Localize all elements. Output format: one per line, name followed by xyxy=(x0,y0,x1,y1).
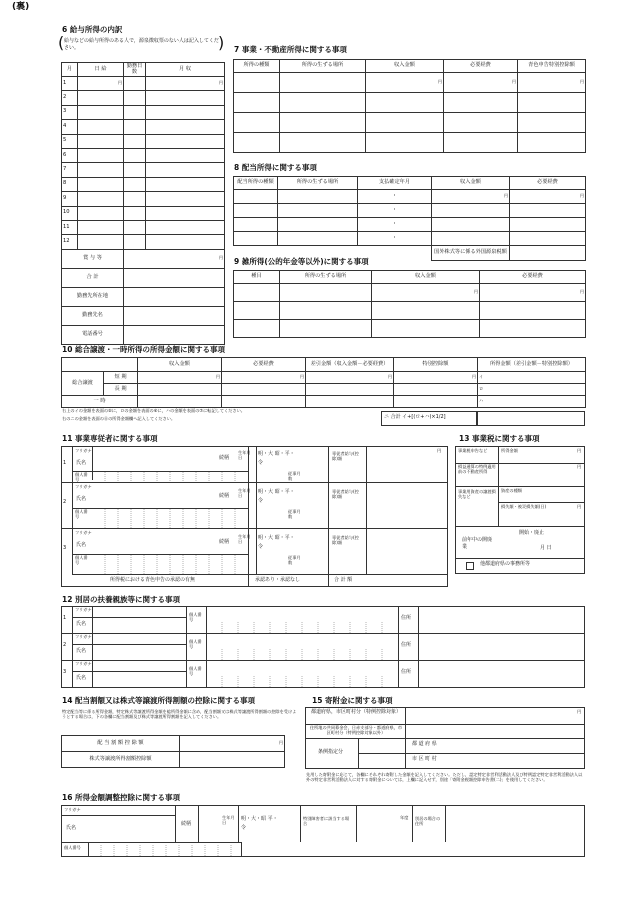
s8-title: 8 配当所得に関する事項 xyxy=(234,163,317,172)
s12-row-num: 1 xyxy=(63,615,67,621)
s9-title: 9 雑所得(公的年金等以外)に関する事項 xyxy=(234,257,369,266)
s11-relation: 続柄 xyxy=(219,455,230,461)
s15-city: 市 区 町 村 xyxy=(412,756,437,762)
s15-row1: 都道府県，市区町村分（特例控除対象） xyxy=(310,709,401,715)
s11-months: 従事月数 xyxy=(288,509,301,519)
s10-col: 特別控除額 xyxy=(394,358,478,372)
s15-row2: 住所地の共同募金会，日赤支部分・都道府県，市区町村分（特例控除対象以外） xyxy=(309,725,403,735)
s11-wage: 専従者給与(控除)額 xyxy=(332,489,359,499)
s12-furigana: フリガナ xyxy=(75,661,92,666)
s10-col: 所得金額（差引金額－特別控除額） xyxy=(478,358,586,372)
yen-unit: 円 xyxy=(577,448,582,453)
s12-furigana: フリガナ xyxy=(75,607,92,612)
s11-relation: 続柄 xyxy=(219,493,230,499)
s6-month: 1 xyxy=(62,77,78,91)
s12-furigana: フリガナ xyxy=(75,634,92,639)
s7-col: 所得の種類 xyxy=(234,60,280,73)
s11-eras: 明・大 昭・平・令 xyxy=(258,451,295,466)
s11-furigana: フリガナ xyxy=(75,448,92,453)
s9-col: 必要経費 xyxy=(480,271,586,284)
s16-mynumber: 個人番号 xyxy=(64,845,81,850)
s11-furigana: フリガナ xyxy=(75,530,92,535)
s11-name: 氏名 xyxy=(76,496,87,502)
yen-unit: 円 xyxy=(512,79,516,85)
s15-note: 先用した寄附金に応じて，各欄にそれぞれ寄附した金額を記入してください。ただし，認定特定非営利活動法人及び特例認定特定非営利活動法人以外の特定非営利活動法人に対する寄附金については，上欄に記入せず，別途「寄附金税額控除申告書(二)」を使用してください。 xyxy=(306,772,583,783)
s6-month: 12 xyxy=(62,235,78,249)
s11-approval-opts[interactable]: 承認あり・承認なし xyxy=(255,577,301,583)
s14-row2-label: 株式等譲渡所得割額控除額 xyxy=(62,752,180,768)
s12-name: 氏名 xyxy=(76,675,87,681)
s11-wage: 専従者給与(控除)額 xyxy=(332,451,359,461)
s8-cell[interactable]: ・ xyxy=(358,218,432,232)
mark-ro: ロ xyxy=(479,385,484,391)
s7-col: 必要経費 xyxy=(444,60,518,73)
s6-employer-address-label: 勤務先所在地 xyxy=(62,287,124,306)
yen-unit: 円 xyxy=(577,709,582,714)
s12-mynumber: 個人番号 xyxy=(189,612,202,622)
s16-relation: 続柄 xyxy=(181,821,192,827)
s6-col-days: 勤務日数 xyxy=(124,63,146,77)
yen-unit: 円 xyxy=(577,504,582,509)
s10-row-group: 総合譲渡 xyxy=(62,372,104,396)
s7-col: 収入金額 xyxy=(366,60,444,73)
s10-col: 収入金額 xyxy=(138,358,222,372)
yen-unit: 円 xyxy=(300,374,304,380)
yen-unit: 円 xyxy=(279,740,283,746)
s11-title: 11 事業専従者に関する事項 xyxy=(62,434,158,443)
s13-other-pref: 他都道府県の事務所等 xyxy=(480,561,531,567)
s6-month: 3 xyxy=(62,105,78,119)
yen-unit: 円 xyxy=(580,193,584,199)
s6-month: 2 xyxy=(62,91,78,105)
s11-approval: 所得税における青色申告の承認の有無 xyxy=(110,577,196,583)
s11-relation: 続柄 xyxy=(219,539,230,545)
s10-note1: 右上のイの金額を表面の⑤に，ロの金額を表面の⑥に，ハの金額を表面の⑦に転記してください。 xyxy=(62,408,245,413)
s6-title: 6 給与所得の内訳 xyxy=(62,25,123,34)
s6-month: 10 xyxy=(62,206,78,220)
s13-start-stop[interactable]: 開始・廃止 xyxy=(519,530,545,536)
s8-cell[interactable]: ・ xyxy=(358,190,432,204)
s12-row-num: 3 xyxy=(63,669,67,675)
s13-row3a: 資産の種類 xyxy=(501,488,522,493)
s8-col: 配当所得の種類 xyxy=(234,177,278,190)
s10-long: 長 期 xyxy=(104,384,138,396)
s7-col: 所得の生ずる場所 xyxy=(280,60,366,73)
s16-title: 16 所得金額調整控除に関する事項 xyxy=(62,793,181,802)
s10-col: 必要経費 xyxy=(222,358,306,372)
s6-month: 7 xyxy=(62,163,78,177)
s11-birth: 生年月日 xyxy=(238,488,251,498)
page-side-label: (裏) xyxy=(12,2,30,12)
s8-col: 収入金額 xyxy=(432,177,510,190)
s14-row1-label: 配 当 割 額 控 除 額 xyxy=(62,736,180,752)
s8-cell[interactable]: ・ xyxy=(358,204,432,218)
yen-unit: 円 xyxy=(437,448,442,453)
s6-month: 5 xyxy=(62,134,78,148)
s12-mynumber: 個人番号 xyxy=(189,666,202,676)
s11-row-num: 3 xyxy=(63,545,67,551)
s13-row1: 事業税申告など xyxy=(458,448,488,453)
s11-mynumber: 個人番号 xyxy=(75,555,88,565)
s6-month: 4 xyxy=(62,120,78,134)
s13-row3b: 損失額・被災損失額(日) xyxy=(501,504,547,509)
s12-title: 12 別居の扶養親族等に関する事項 xyxy=(62,595,181,604)
s7-col: 青色申告特別控除額 xyxy=(518,60,586,73)
s11-name: 氏名 xyxy=(76,460,87,466)
yen-unit: 円 xyxy=(472,374,476,380)
s6-total-label: 合 計 xyxy=(62,268,124,287)
s11-mynumber: 個人番号 xyxy=(75,472,88,482)
yen-unit: 円 xyxy=(580,79,584,85)
s9-col: 収入金額 xyxy=(372,271,480,284)
s6-month: 9 xyxy=(62,192,78,206)
s15-title: 15 寄附金に関する事項 xyxy=(312,696,393,705)
mark-ha: ハ xyxy=(479,397,484,403)
s6-note-close-paren: ) xyxy=(218,33,225,52)
s16-disabled: 特別障害者に該当する場合 xyxy=(303,816,350,826)
s12-name: 氏名 xyxy=(76,621,87,627)
s16-name: 氏名 xyxy=(66,825,77,831)
s13-row1b: 所得金額 xyxy=(501,448,518,453)
s6-note: 給与などの給与所得のある人で，源泉徴収票のない人は記入してください。 xyxy=(64,38,219,51)
s15-pref: 都 道 府 県 xyxy=(412,741,437,747)
yen-unit: 円 xyxy=(438,79,442,85)
s11-name: 氏名 xyxy=(76,542,87,548)
s13-title: 13 事業税に関する事項 xyxy=(459,434,540,443)
s14-title: 14 配当割額又は株式等譲渡所得割額の控除に関する事項 xyxy=(62,696,256,705)
yen-unit: 円 xyxy=(504,193,508,199)
s6-col-daily-wage: 日 給 xyxy=(78,63,124,77)
s8-col: 必要経費 xyxy=(510,177,586,190)
s6-month: 8 xyxy=(62,177,78,191)
yen-unit: 円 xyxy=(577,464,582,469)
s16-eras: 明・大・昭 平・令 xyxy=(241,816,278,831)
s10-title: 10 総合譲渡・一時所得の所得金額に関する事項 xyxy=(62,345,226,354)
s11-wage: 専従者給与(控除)額 xyxy=(332,535,359,545)
s6-col-month: 月 xyxy=(62,63,78,77)
s11-total: 合 計 額 xyxy=(334,577,353,583)
s6-phone-label: 電話番号 xyxy=(62,325,124,344)
s9-col: 所得の生ずる場所 xyxy=(280,271,372,284)
s12-address: 住所 xyxy=(401,642,412,648)
s6-month: 6 xyxy=(62,148,78,162)
s10-note2: 右のニの金額を表面の⑪の所得金額欄へ記入してください。 xyxy=(62,416,176,421)
s10-temp: 一 時 xyxy=(62,396,138,408)
s12-row-num: 2 xyxy=(63,642,67,648)
s11-months: 従事月数 xyxy=(288,555,301,565)
mark-i: イ xyxy=(479,373,484,379)
s7-title: 7 事業・不動産所得に関する事項 xyxy=(234,45,347,54)
s13-row3: 事業用資産の譲渡損失など xyxy=(458,489,496,499)
s12-name: 氏名 xyxy=(76,648,87,654)
s11-eras: 明・大 昭・平・令 xyxy=(258,535,295,550)
s11-months: 従事月数 xyxy=(288,471,301,481)
s8-cell[interactable]: ・ xyxy=(358,232,432,246)
s10-total-label: ニ 合計 イ+[(ロ+ハ)×1/2] xyxy=(384,414,446,420)
s16-separate: 別居の場合の住所 xyxy=(415,816,441,826)
s11-eras: 明・大 昭・平・令 xyxy=(258,489,295,504)
s12-address: 住所 xyxy=(401,615,412,621)
s11-row-num: 1 xyxy=(63,460,67,466)
s9-col: 種目 xyxy=(234,271,280,284)
yen-unit: 円 xyxy=(219,80,223,86)
s13-row2: 損益通算の特例適用前の不動産所得 xyxy=(458,464,496,474)
s11-mynumber: 個人番号 xyxy=(75,509,88,519)
s6-note-open-paren: ( xyxy=(58,33,65,52)
yen-unit: 円 xyxy=(388,374,392,380)
s14-note: 特定配当等に係る所得金額，特定株式等譲渡所得金額を総所得金額に含め，配当割額又は株式等譲渡所得割額の控除を受けようとする場合は，下の各欄に配当割額及び株式等譲渡所得割額を記入してください。 xyxy=(62,709,297,720)
yen-unit: 円 xyxy=(580,289,584,295)
s12-mynumber: 個人番号 xyxy=(189,639,202,649)
s12-address: 住所 xyxy=(401,669,412,675)
s11-birth: 生年月日 xyxy=(238,450,251,460)
s13-midyear: 前年中の開廃業 xyxy=(462,537,493,550)
s6-employer-name-label: 勤務先名 xyxy=(62,306,124,325)
s11-birth: 生年月日 xyxy=(238,534,251,544)
yen-unit: 円 xyxy=(219,255,223,261)
s8-col: 支払確定年月 xyxy=(358,177,432,190)
s6-month: 11 xyxy=(62,220,78,234)
s16-birth: 生年月日 xyxy=(222,815,235,825)
yen-unit: 円 xyxy=(216,374,220,380)
s13-date: 月 日 xyxy=(540,545,552,551)
yen-unit: 円 xyxy=(118,80,122,86)
s10-col: 差引金額（収入金額－必要経費） xyxy=(306,358,394,372)
s8-foreign-label: 国外株式等に係る外国源泉税額 xyxy=(432,246,510,261)
s16-furigana: フリガナ xyxy=(64,807,81,812)
s11-furigana: フリガナ xyxy=(75,484,92,489)
yen-unit: 円 xyxy=(474,289,478,295)
s15-row3: 条例指定分 xyxy=(318,749,344,755)
s16-year: 年度 xyxy=(400,815,409,820)
s6-bonus-label: 賞 与 等 xyxy=(62,249,124,268)
s10-short: 短 期 xyxy=(104,372,138,384)
s8-col: 所得の生ずる場所 xyxy=(278,177,358,190)
s6-col-monthly: 月 収 xyxy=(146,63,225,77)
s11-row-num: 2 xyxy=(63,499,67,505)
